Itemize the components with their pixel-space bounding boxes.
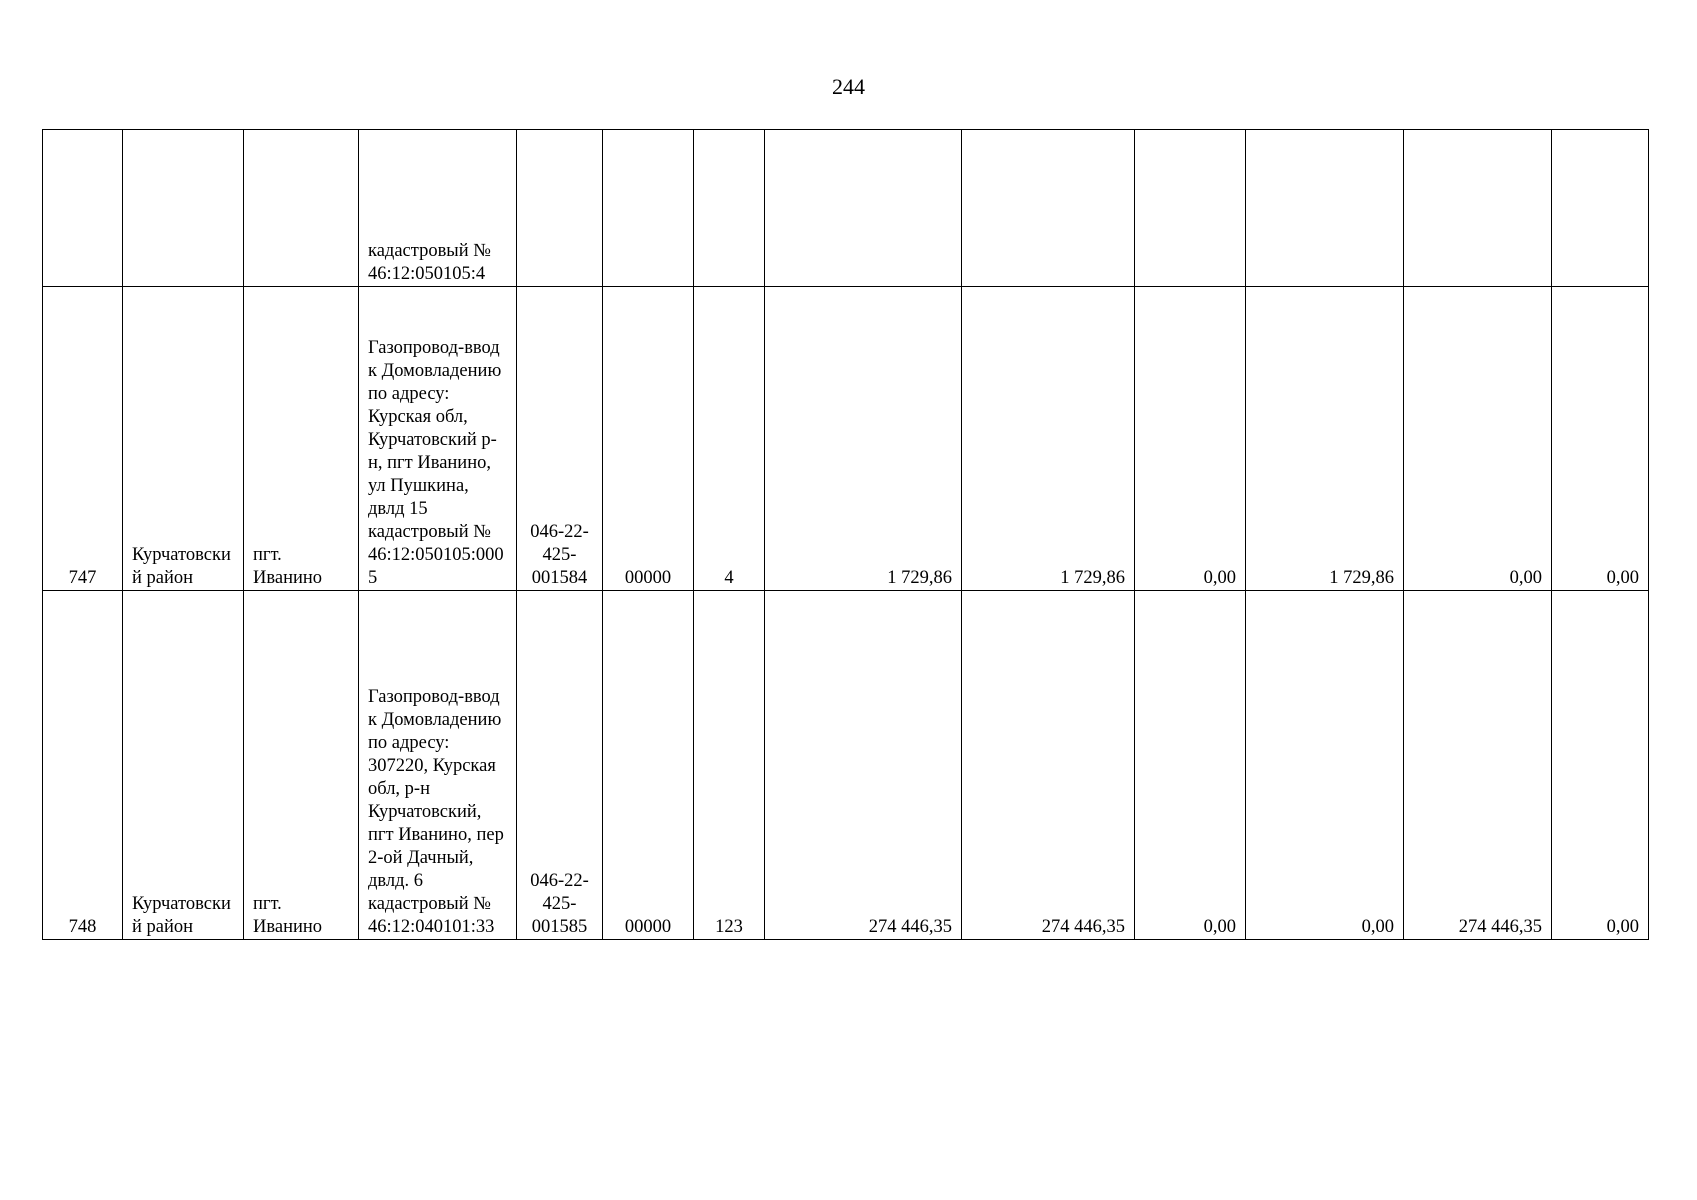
cell-qty: 4: [694, 287, 765, 591]
cell-v1: [765, 130, 962, 287]
cell-settlement: пгт. Иванино: [244, 287, 359, 591]
table-row: [43, 287, 1649, 591]
cell-code: [517, 130, 603, 287]
cell-v5: [1404, 130, 1552, 287]
cell-v6: 0,00: [1552, 591, 1649, 940]
cell-v5: 0,00: [1404, 287, 1552, 591]
cell-description: Газопровод-ввод к Домовладению по адресу: Курская обл, Курчатовский р-н, пгт Иванино, ул Пушкина, двлд 15 кадастровый № 46:12:050105:0005: [359, 287, 517, 591]
cell-district: [123, 130, 244, 287]
cell-no: [43, 130, 123, 287]
cell-qty: [694, 130, 765, 287]
cell-district: Курчатовский район: [123, 591, 244, 940]
page-number: 244: [832, 74, 865, 99]
cell-v4: [1246, 130, 1404, 287]
cell-settlement: пгт. Иванино: [244, 591, 359, 940]
cell-v1: 1 729,86: [765, 287, 962, 591]
cell-v3: 0,00: [1135, 287, 1246, 591]
cell-code: 046-22-425-001585: [517, 591, 603, 940]
cell-district: Курчатовский район: [123, 287, 244, 591]
cell-v5: 274 446,35: [1404, 591, 1552, 940]
cell-v6: [1552, 130, 1649, 287]
cell-code2: 00000: [603, 591, 694, 940]
cell-v3: [1135, 130, 1246, 287]
register-table: [42, 129, 1649, 940]
cell-v3: 0,00: [1135, 591, 1246, 940]
cell-v4: 0,00: [1246, 591, 1404, 940]
cell-v6: 0,00: [1552, 287, 1649, 591]
cell-v1: 274 446,35: [765, 591, 962, 940]
table-row-continuation: [43, 130, 1649, 287]
table-row: [43, 591, 1649, 940]
cell-settlement: [244, 130, 359, 287]
cell-description: Газопровод-ввод к Домовладению по адресу: 307220, Курская обл, р-н Курчатовский, пгт Иванино, пер 2-ой Дачный, двлд. 6 кадастровый № 46:12:040101:33: [359, 591, 517, 940]
cell-v4: 1 729,86: [1246, 287, 1404, 591]
cell-v2: 1 729,86: [962, 287, 1135, 591]
cell-code2: [603, 130, 694, 287]
cell-code2: 00000: [603, 287, 694, 591]
cell-code: 046-22-425-001584: [517, 287, 603, 591]
cell-no: 747: [43, 287, 123, 591]
cell-v2: [962, 130, 1135, 287]
cell-no: 748: [43, 591, 123, 940]
cell-qty: 123: [694, 591, 765, 940]
cell-description: кадастровый № 46:12:050105:4: [359, 130, 517, 287]
cell-v2: 274 446,35: [962, 591, 1135, 940]
